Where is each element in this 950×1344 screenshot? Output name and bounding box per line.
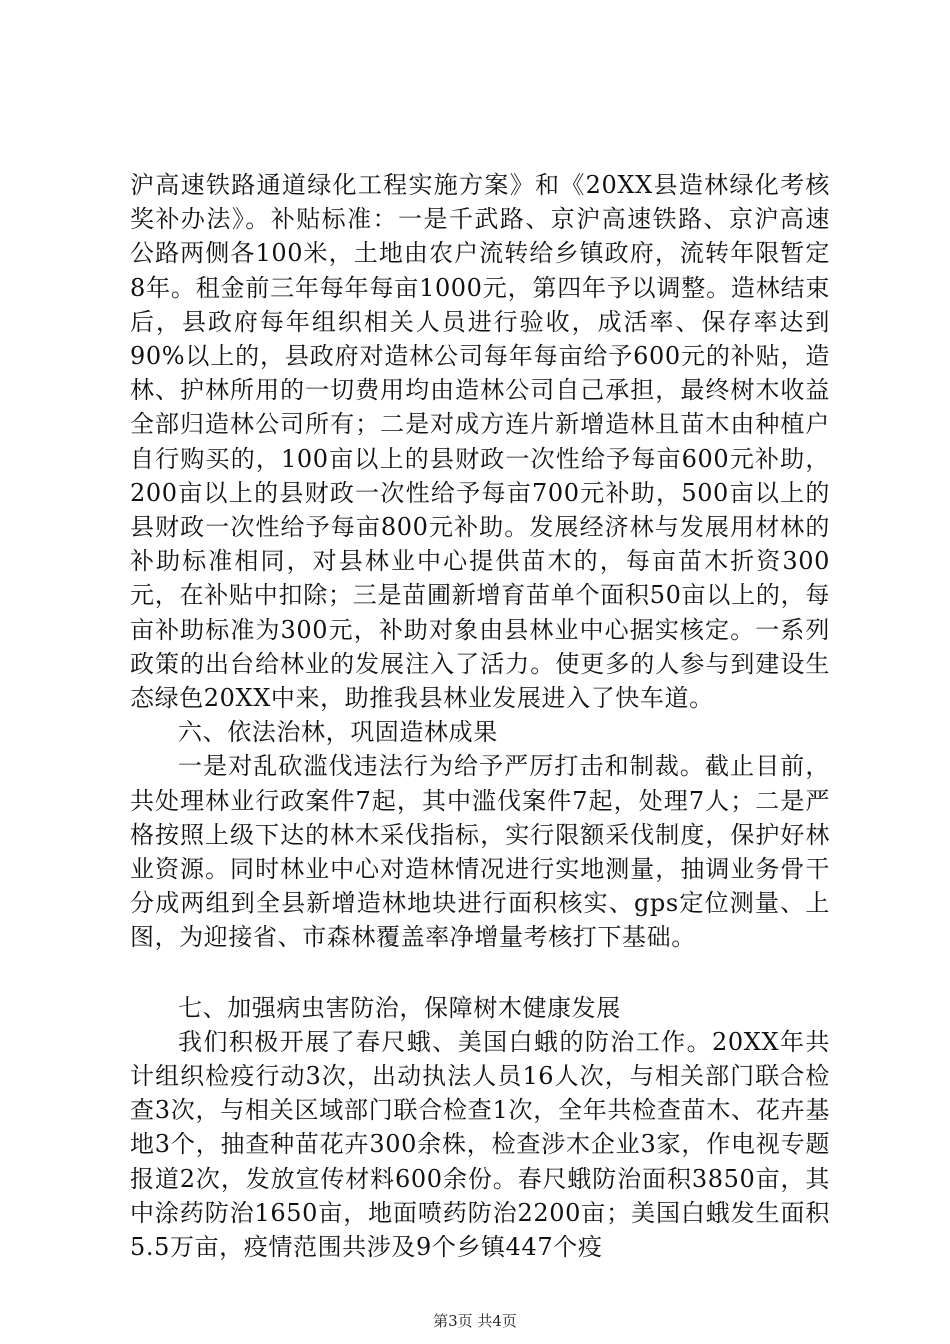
section-heading-6: 六、依法治林，巩固造林成果: [178, 718, 498, 747]
document-body: [130, 168, 830, 1264]
page-footer: 第3页 共4页: [433, 1312, 517, 1330]
section-heading-7: 七、加强病虫害防治，保障树木健康发展: [178, 993, 621, 1022]
paragraph-subsidy-standards: 沪高速铁路通道绿化工程实施方案》和《20XX县造林绿化考核奖补办法》。补贴标准：一是千武路、京沪高速铁路、京沪高速公路两侧各100米，土地由农户流转给乡镇政府，流转年限暂定8年。租金前三年每年每亩1000元，第四年予以调整。造林结束后，县政府每年组织相关人员进行验收，成活率、保存率达到90%以上的，县政府对造林公司每年每亩给予600元的补贴，造林、护林所用的一切费用均由造林公司自己承担，最终树木收益全部归造林公司所有；二是对成方连片新增造林且苗木由种植户自行购买的，100亩以上的县财政一次性给予每亩600元补助，200亩以上的县财政一次性给予每亩700元补助，500亩以上的县财政一次性给予每亩800元补助。发展经济林与发展用材林的补助标准相同，对县林业中心提供苗木的，每亩苗木折资300元，在补贴中扣除；三是苗圃新增育苗单个面积50亩以上的，每亩补助标准为300元，补助对象由县林业中心据实核定。一系列政策的出台给林业的发展注入了活力。使更多的人参与到建设生态绿色20XX中来，助推我县林业发展进入了快车道。: [130, 171, 830, 713]
paragraph-pest-control: 我们积极开展了春尺蛾、美国白蛾的防治工作。20XX年共计组织检疫行动3次，出动执法人员16人次，与相关部门联合检查3次，与相关区域部门联合检查1次，全年共检查苗木、花卉基地3个，抽查种苗花卉300余株，检查涉木企业3家，作电视专题报道2次，发放宣传材料600余份。春尺蛾防治面积3850亩，其中涂药防治1650亩，地面喷药防治2200亩；美国白蛾发生面积5.5万亩，疫情范围共涉及9个乡镇447个疫: [130, 1027, 830, 1262]
paragraph-law-enforcement: 一是对乱砍滥伐违法行为给予严厉打击和制裁。截止目前，共处理林业行政案件7起，其中滥伐案件7起，处理7人；二是严格按照上级下达的林木采伐指标，实行限额采伐制度，保护好林业资源。同时林业中心对造林情况进行实地测量，抽调业务骨干分成两组到全县新增造林地块进行面积核实、gps定位测量、上图，为迎接省、市森林覆盖率净增量考核打下基础。: [130, 752, 830, 952]
